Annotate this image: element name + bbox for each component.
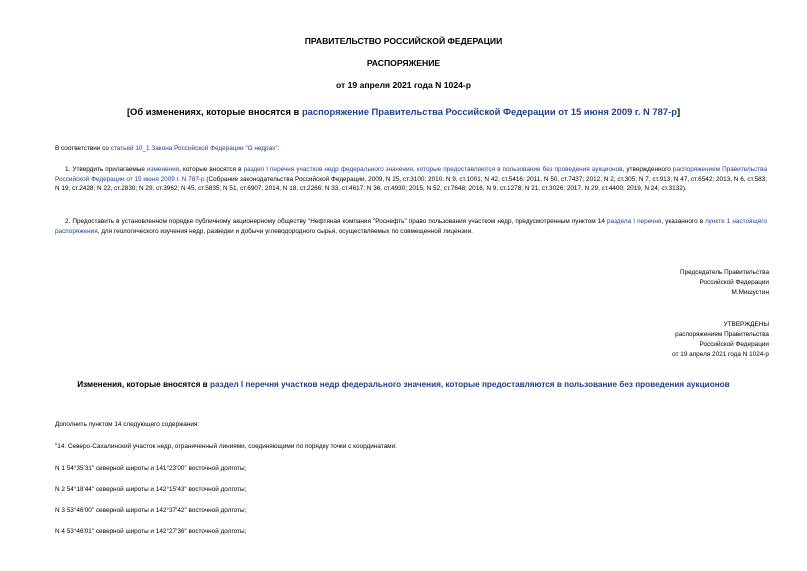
signature-country: Российской Федерации [699, 279, 769, 286]
p2-point-link[interactable]: пункте 1 настоящего распоряжения [55, 218, 767, 235]
document-date: от 19 апреля 2021 года N 1024-р [336, 80, 471, 90]
intro-pre: В соответствии со [55, 145, 111, 152]
document-subtitle [0, 106, 807, 117]
signature-position: Председатель Правительства [680, 269, 769, 276]
coordinate-line-2: N 2 54°18'44" северной широты и 142°15'43" восточной долготы; [55, 486, 247, 493]
signature-block [680, 268, 769, 298]
org-title: ПРАВИТЕЛЬСТВО РОССИЙСКОЙ ФЕДЕРАЦИИ [304, 36, 503, 46]
paragraph-1 [55, 165, 767, 194]
document-type: РАСПОРЯЖЕНИЕ [366, 58, 441, 68]
paragraph-2 [55, 217, 767, 236]
changes-title-pre: Изменения, которые вносятся в [77, 380, 210, 389]
coordinate-line-4: N 4 53°46'01" северной широты и 142°27'36" восточной долготы; [55, 528, 247, 535]
approved-date: от 19 апреля 2021 года N 1024-р [672, 351, 769, 358]
p1-section-link[interactable]: раздел I перечня участков недр федерального значения, которые предоставляются в пользование без проведения аукционов [243, 166, 623, 173]
coordinate-line-3: N 3 53°46'00" северной широты и 142°37'42" восточной долготы; [55, 507, 247, 514]
p2-text-3: , для геологического изучения недр, разведки и добычи углеводородного сырья, осуществляемых по совмещенной лицензии. [97, 227, 473, 235]
subtitle-open: [Об изменениях, которые вносятся в [126, 106, 302, 117]
signature-name: М.Мишустин [731, 289, 769, 296]
changes-title [0, 380, 807, 389]
p1-text-2: , которые вносятся в [179, 166, 244, 173]
approved-heading: УТВЕРЖДЕНЫ [723, 321, 769, 328]
p2-text-1: 2. Предоставить в установленном порядке публичному акционерному обществу "Нефтяная компания "Роснефть" право пользования участком недр, предусмотренным пунктом 14 [65, 218, 607, 225]
intro-law-link[interactable]: статьей 10_1 Закона Российской Федерации "О недрах" [110, 145, 278, 152]
p1-text-4: (Собрание законодательства Российской Федерации, 2009, N 25, ст.3100; 2010, N 9, ст.1001; N 42, ст.5416; 2011, N 50, ст.7437; 2012, N 2, ст.305; N 7, ст.913; N 47, ст.6542; 2013, N 6, ст.583; N 19, ст.2428; N 22, ст.2830; N 29, ст.3962; N 45, ст.5835; N 51, ст.6907; 2014, N 18, ст.2266; N 33, ст.4617; N 36, ст.4930; 2015, N 52, ст.7648; 2016, N 9, ст.1278; N 21, ст.3026; 2017, N 29, ст.4400; 2019, N 24, ст.3132). [55, 175, 768, 193]
p2-section-link[interactable]: раздела I перечня [606, 218, 662, 225]
p1-order-link[interactable]: распоряжением Правительства Российской Федерации от 15 июня 2009 г. N 787-р [55, 166, 768, 183]
body-line-2: "14. Северо-Сахалинский участок недр, ограниченный линиями, соединяющими по порядку точки с координатами: [55, 443, 397, 450]
p1-text-1: 1. Утвердить прилагаемые [65, 166, 148, 173]
p1-changes-link[interactable]: изменения [147, 166, 180, 173]
intro-post: : [277, 145, 280, 152]
p1-text-3: , утвержденного [622, 166, 673, 173]
coordinate-line-1: N 1 54°35'31" северной широты и 141°23'00" восточной долготы; [55, 465, 247, 472]
intro-line [55, 144, 279, 154]
subtitle-close: ] [676, 106, 681, 117]
subtitle-link[interactable]: распоряжение Правительства Российской Федерации от 15 июня 2009 г. N 787-р [301, 106, 677, 117]
body-line-1: Дополнить пунктом 14 следующего содержания: [55, 421, 200, 428]
changes-title-link[interactable]: раздел I перечня участков недр федерального значения, которые предоставляются в пользование без проведения аукционов [209, 380, 730, 389]
p2-text-2: , указанного в [661, 218, 706, 225]
approved-country: Российской Федерации [699, 341, 769, 348]
approved-block [672, 320, 769, 360]
approved-by: распоряжением Правительства [675, 331, 769, 338]
